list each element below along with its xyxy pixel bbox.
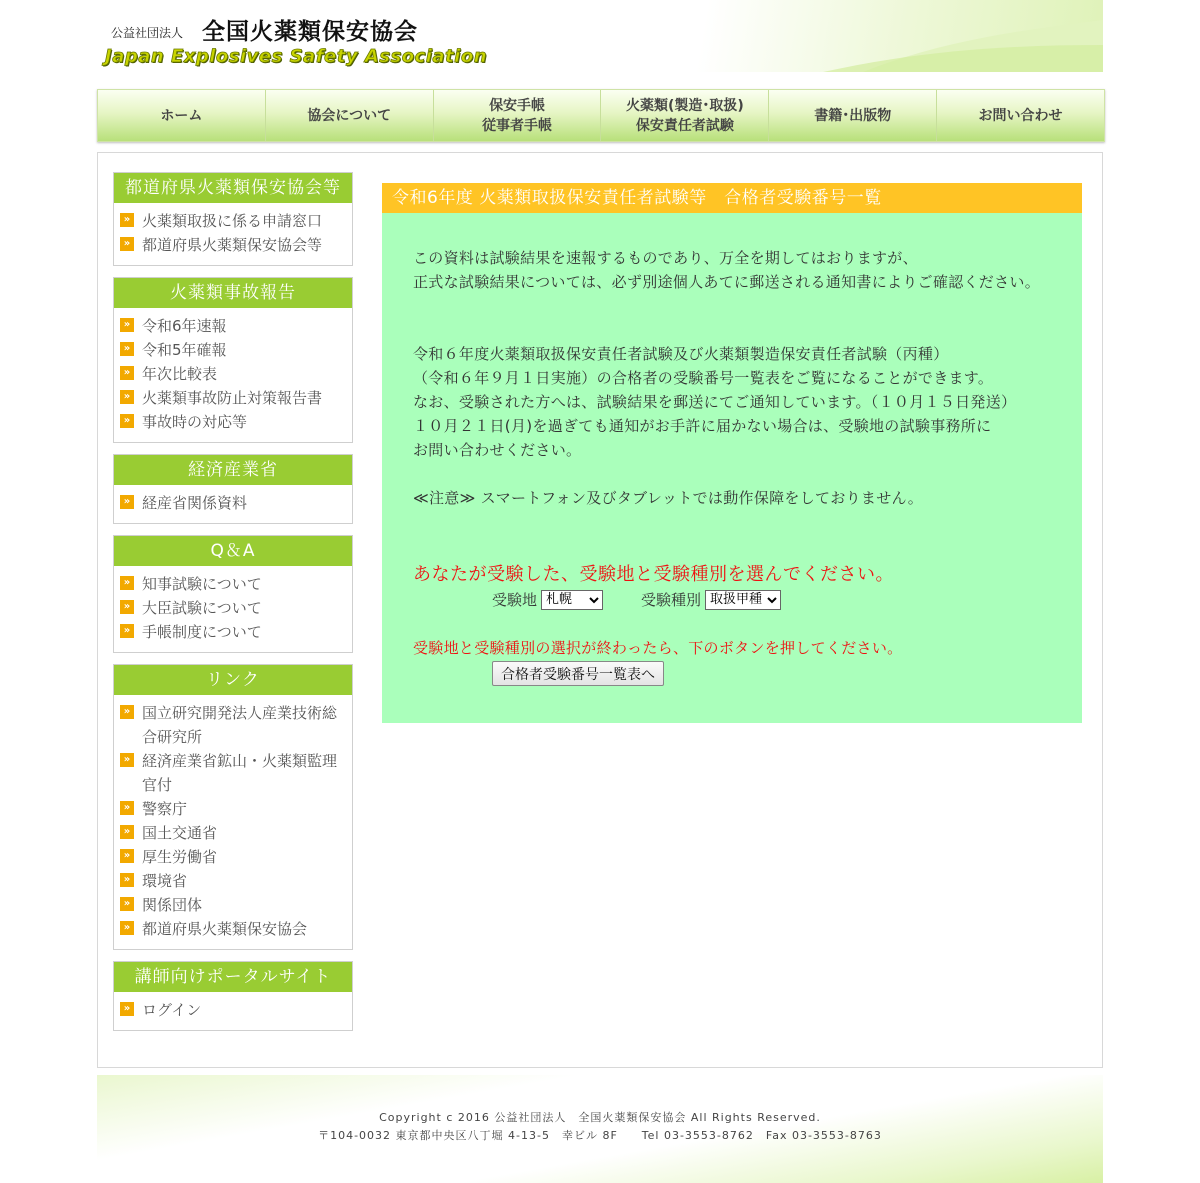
nav-handbook[interactable]: 保安手帳 従事者手帳 xyxy=(434,90,602,141)
sidebar-link-label: 環境省 xyxy=(142,872,188,890)
notice-line: 正式な試験結果については、必ず別途個人あてに郵送される通知書によりご確認ください。 xyxy=(413,273,1041,291)
body-line: 令和６年度火薬類取扱保安責任者試験及び火薬類製造保安責任者試験（丙種） xyxy=(413,345,949,363)
sidebar-link-label: 年次比較表 xyxy=(142,365,218,383)
sidebar-box xyxy=(113,172,353,266)
sidebar-link[interactable] xyxy=(120,869,346,893)
sidebar-link-label: 火薬類取扱に係る申請窓口 xyxy=(142,212,323,230)
address-text: 〒104-0032 東京都中央区八丁堀 4-13-5 幸ビル 8F Tel 03-3553-8762 Fax 03-3553-8763 xyxy=(318,1129,882,1142)
double-arrow-icon: » xyxy=(120,213,134,227)
sidebar-link-label: 事故時の対応等 xyxy=(142,413,248,431)
double-arrow-icon: » xyxy=(120,801,134,815)
exam-type-select[interactable] xyxy=(705,590,781,610)
sidebar-link[interactable] xyxy=(120,362,346,386)
site-header xyxy=(97,0,1103,72)
sidebar-link[interactable] xyxy=(120,620,346,644)
sidebar-link-list xyxy=(114,203,352,265)
sidebar-link-label: 手帳制度について xyxy=(142,623,262,641)
copyright-text: Copyright c 2016 公益社団法人 全国火薬類保安協会 All Rights Reserved. xyxy=(379,1111,821,1124)
header-swoosh-decoration xyxy=(803,0,1103,72)
selection-row xyxy=(492,589,781,610)
nav-contact[interactable]: お問い合わせ xyxy=(978,107,1063,124)
double-arrow-icon: » xyxy=(120,342,134,356)
sidebar-link[interactable] xyxy=(120,410,346,434)
sidebar-link-label: 経産省関係資料 xyxy=(142,494,248,512)
sidebar-link-list xyxy=(114,566,352,652)
sidebar xyxy=(113,172,353,1042)
sidebar-link-label: 国土交通省 xyxy=(142,824,218,842)
double-arrow-icon: » xyxy=(120,576,134,590)
sidebar-link[interactable] xyxy=(120,233,346,257)
double-arrow-icon: » xyxy=(120,624,134,638)
nav-exam[interactable]: 火薬類(製造･取扱) 保安責任者試験 xyxy=(601,90,769,141)
double-arrow-icon: » xyxy=(120,753,134,767)
location-select[interactable] xyxy=(541,590,603,610)
nav-publications[interactable]: 書籍･出版物 xyxy=(769,90,937,141)
exam-results-panel xyxy=(382,183,1082,723)
sidebar-link[interactable] xyxy=(120,338,346,362)
double-arrow-icon: » xyxy=(120,495,134,509)
sidebar-link-label: 厚生労働省 xyxy=(142,848,218,866)
sidebar-link-label: 警察庁 xyxy=(142,800,188,818)
sidebar-link[interactable] xyxy=(120,797,346,821)
double-arrow-icon: » xyxy=(120,705,134,719)
button-prompt: 受験地と受験種別の選択が終わったら、下のボタンを押してください。 xyxy=(413,639,903,657)
select-prompt: あなたが受験した、受験地と受験種別を選んでください。 xyxy=(413,564,894,585)
sidebar-link-label: 知事試験について xyxy=(142,575,262,593)
sidebar-box-title: 経済産業省 xyxy=(114,455,352,485)
sidebar-link-list xyxy=(114,308,352,442)
sidebar-link-label: 都道府県火薬類保安協会 xyxy=(142,920,308,938)
double-arrow-icon: » xyxy=(120,873,134,887)
results-list-button[interactable]: 合格者受験番号一覧表へ xyxy=(492,661,664,686)
double-arrow-icon: » xyxy=(120,849,134,863)
double-arrow-icon: » xyxy=(120,414,134,428)
sidebar-link-label: 令和5年確報 xyxy=(142,341,227,359)
sidebar-link-list xyxy=(114,485,352,523)
org-type-label: 公益社団法人 xyxy=(111,26,184,40)
sidebar-link[interactable] xyxy=(120,314,346,338)
panel-title: 令和6年度 火薬類取扱保安責任者試験等 合格者受験番号一覧 xyxy=(382,183,1082,213)
sidebar-link-label: 令和6年速報 xyxy=(142,317,227,335)
sidebar-link-label: 大臣試験について xyxy=(142,599,262,617)
sidebar-link-label: 火薬類事故防止対策報告書 xyxy=(142,389,323,407)
sidebar-link[interactable] xyxy=(120,893,346,917)
sidebar-box xyxy=(113,664,353,950)
sidebar-link-label: 関係団体 xyxy=(142,896,203,914)
sidebar-link[interactable] xyxy=(120,386,346,410)
sidebar-box xyxy=(113,277,353,443)
notice-line: この資料は試験結果を速報するものであり、万全を期してはおりますが、 xyxy=(413,249,918,267)
double-arrow-icon: » xyxy=(120,318,134,332)
body-line: なお、受験された方へは、試験結果を郵送にてご通知しています。（１０月１５日発送） xyxy=(413,393,1017,411)
site-footer xyxy=(97,1075,1103,1183)
sidebar-box-title: 火薬類事故報告 xyxy=(114,278,352,308)
nav-home[interactable]: ホーム xyxy=(98,90,266,141)
sidebar-link-list xyxy=(114,695,352,949)
org-english-logo: Japan Explosives Safety Association xyxy=(105,46,488,67)
double-arrow-icon: » xyxy=(120,921,134,935)
sidebar-link[interactable] xyxy=(120,572,346,596)
location-label: 受験地 xyxy=(492,591,538,609)
sidebar-box xyxy=(113,535,353,653)
double-arrow-icon: » xyxy=(120,897,134,911)
type-label: 受験種別 xyxy=(641,591,702,609)
sidebar-box-title: 都道府県火薬類保安協会等 xyxy=(114,173,352,203)
sidebar-link[interactable] xyxy=(120,209,346,233)
sidebar-link-label: 都道府県火薬類保安協会等 xyxy=(142,236,323,254)
body-line: （令和６年９月１日実施）の合格者の受験番号一覧表をご覧になることができます。 xyxy=(413,369,994,387)
double-arrow-icon: » xyxy=(120,366,134,380)
org-name-logo[interactable]: 全国火薬類保安協会 xyxy=(202,19,418,45)
double-arrow-icon: » xyxy=(120,825,134,839)
sidebar-box xyxy=(113,961,353,1031)
sidebar-link[interactable] xyxy=(120,701,346,749)
sidebar-box-title: 講師向けポータルサイト xyxy=(114,962,352,992)
sidebar-link[interactable] xyxy=(120,845,346,869)
double-arrow-icon: » xyxy=(120,390,134,404)
sidebar-box-title: リンク xyxy=(114,665,352,695)
caution-text: ≪注意≫ スマートフォン及びタブレットでは動作保障をしておりません。 xyxy=(413,489,924,507)
body-line: お問い合わせください。 xyxy=(413,441,582,459)
sidebar-link-label: 国立研究開発法人産業技術総合研究所 xyxy=(142,704,338,746)
sidebar-link[interactable] xyxy=(120,596,346,620)
sidebar-link[interactable] xyxy=(120,998,346,1022)
sidebar-box xyxy=(113,454,353,524)
sidebar-link-label: 経済産業省鉱山・火薬類監理官付 xyxy=(142,752,338,794)
double-arrow-icon: » xyxy=(120,600,134,614)
sidebar-link-label: ログイン xyxy=(142,1001,202,1019)
sidebar-link[interactable] xyxy=(120,821,346,845)
main-nav xyxy=(97,89,1105,142)
nav-about[interactable]: 協会について xyxy=(266,90,434,141)
double-arrow-icon: » xyxy=(120,237,134,251)
sidebar-box-title: Q＆A xyxy=(114,536,352,566)
sidebar-link[interactable] xyxy=(120,749,346,797)
sidebar-link[interactable] xyxy=(120,491,346,515)
sidebar-link-list xyxy=(114,992,352,1030)
sidebar-link[interactable] xyxy=(120,917,346,941)
double-arrow-icon: » xyxy=(120,1002,134,1016)
body-line: １０月２１日(月)を過ぎても通知がお手許に届かない場合は、受験地の試験事務所に xyxy=(413,417,992,435)
